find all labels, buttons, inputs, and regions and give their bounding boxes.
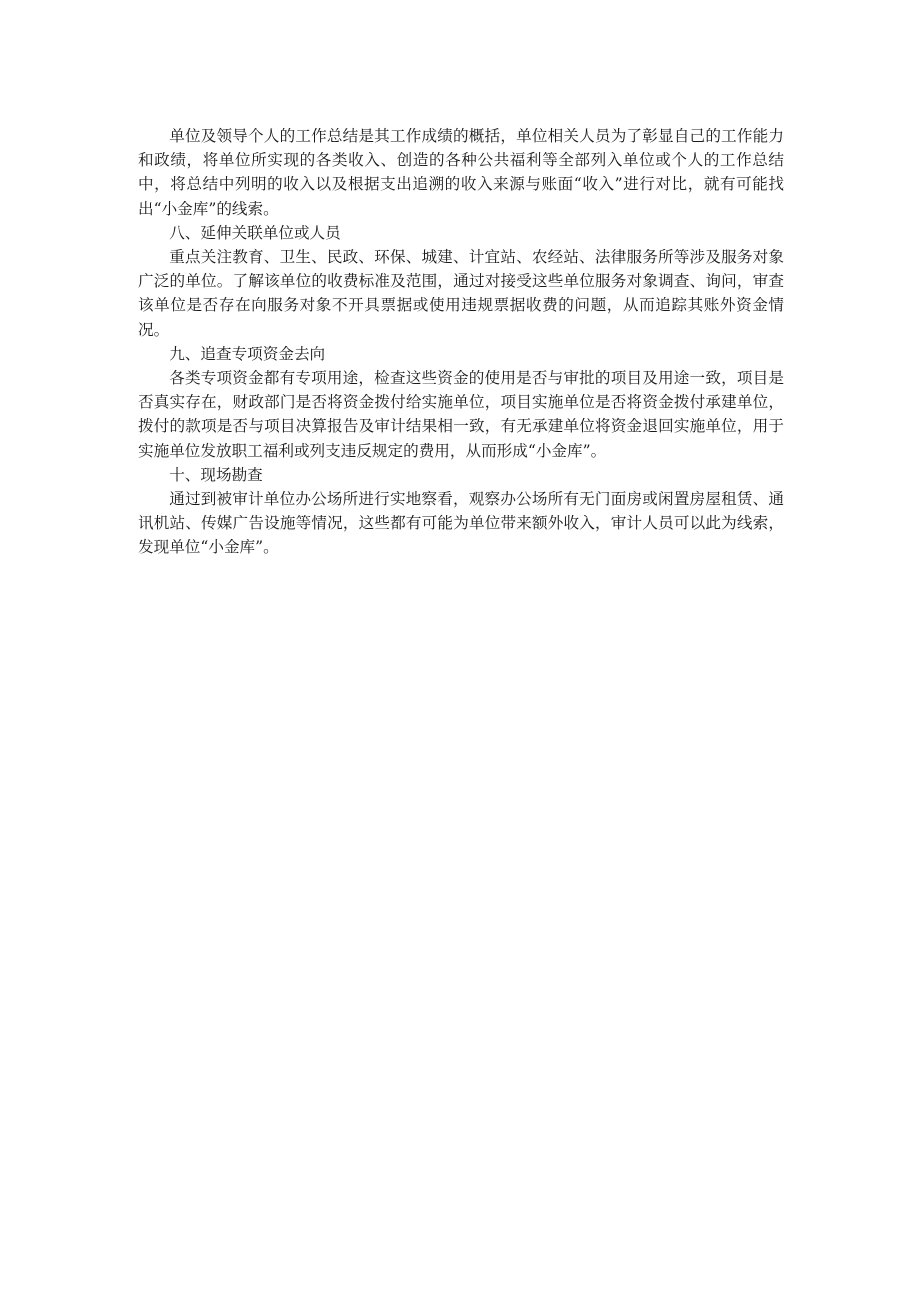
heading-section-10: 十、现场勘查 [169,465,263,484]
heading-section-8: 八、延伸关联单位或人员 [169,223,341,242]
paragraph-special-funds: 各类专项资金都有专项用途，检查这些资金的使用是否与审批的项目及用途一致，项目是否真实存在，财政部门是否将资金拨付给实施单位，项目实施单位是否将资金拨付承建单位，拨付的款项是否与项目决算报告及审计结果相一致，有无承建单位将资金退回实施单位，用于实施单位发放职工福利或列支违反规定的费用，从而形成“小金库”。 [138,369,784,460]
paragraph-work-summary: 单位及领导个人的工作总结是其工作成绩的概括，单位相关人员为了彰显自己的工作能力和政绩，将单位所实现的各类收入、创造的各种公共福利等全部列入单位或个人的工作总结中，将总结中列明的收入以及根据支出追溯的收入来源与账面“收入”进行对比，就有可能找出“小金库”的线索。 [138,127,784,218]
heading-section-9: 九、追查专项资金去向 [169,344,326,363]
document-body [138,124,784,560]
paragraph-site-inspection: 通过到被审计单位办公场所进行实地察看，观察办公场所有无门面房或闲置房屋租赁、通讯机站、传媒广告设施等情况，这些都有可能为单位带来额外收入，审计人员可以此为线索，发现单位“小金库”。 [138,490,784,557]
paragraph-related-units: 重点关注教育、卫生、民政、环保、城建、计宜站、农经站、法律服务所等涉及服务对象广泛的单位。了解该单位的收费标准及范围，通过对接受这些单位服务对象调查、询问，审查该单位是否存在向服务对象不开具票据或使用违规票据收费的问题，从而追踪其账外资金情况。 [138,248,784,339]
